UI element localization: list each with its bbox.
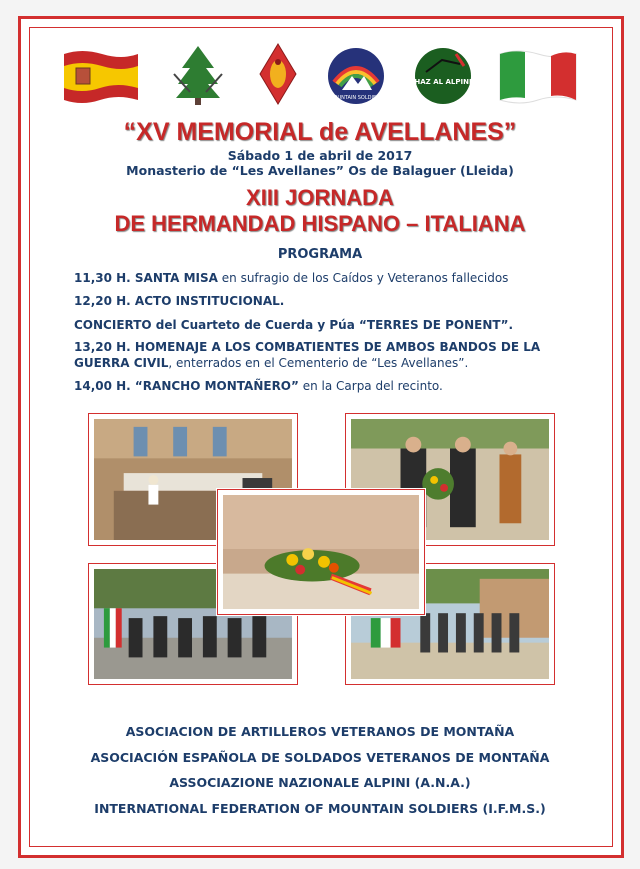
ifms-logo-text: MOUNTAIN SOLDIERS — [329, 95, 383, 101]
program-item: 13,20 H. HOMENAJE A LOS COMBATIENTES DE AMBOS BANDOS DE LA GUERRA CIVIL, enterrados en el Cementerio de “Les Avellanes”. — [74, 340, 541, 370]
org-artilleros: ASOCIACION DE ARTILLEROS VETERANOS DE MONTAÑA — [125, 724, 515, 739]
pine-tree-icon — [170, 44, 226, 106]
program-item: 11,30 H. SANTA MISA en sufragio de los Caídos y Veteranos fallecidos — [74, 271, 509, 285]
program-heading: PROGRAMA — [277, 247, 363, 262]
org-ifms: INTERNATIONAL FEDERATION OF MOUNTAIN SOLDIERS (I.F.M.S.) — [94, 801, 546, 816]
org-soldados-veteranos: ASOCIACIÓN ESPAÑOLA DE SOLDADOS VETERANOS DE MONTAÑA — [90, 750, 550, 765]
photo-flower-wreath — [217, 489, 425, 615]
org-alpini: ASSOCIAZIONE NAZIONALE ALPINI (A.N.A.) — [169, 775, 471, 790]
event-title: “XV MEMORIAL de AVELLANES” — [123, 118, 517, 146]
alpini-logo-text: HAZ AL ALPINI — [414, 78, 472, 86]
program-item: CONCIERTO del Cuarteto de Cuerda y Púa “TERRES DE PONENT”. — [74, 318, 514, 332]
program-item: 14,00 H. “RANCHO MONTAÑERO” en la Carpa del recinto. — [74, 379, 443, 393]
spain-flag-icon — [62, 48, 140, 104]
program-item: 12,20 H. ACTO INSTITUCIONAL. — [74, 294, 285, 308]
event-date: Sábado 1 de abril de 2017 — [227, 148, 413, 163]
event-location: Monasterio de “Les Avellanes” Os de Balaguer (Lleida) — [126, 163, 514, 178]
jornada-line2: DE HERMANDAD HISPANO – ITALIANA — [114, 211, 526, 236]
alpini-logo-icon — [412, 46, 474, 106]
ifms-logo-icon — [326, 46, 386, 106]
italy-flag-icon — [498, 46, 578, 104]
jornada-line1: XIII JORNADA — [246, 185, 394, 210]
artillery-badge-icon — [258, 42, 298, 106]
logos-row — [0, 38, 640, 113]
